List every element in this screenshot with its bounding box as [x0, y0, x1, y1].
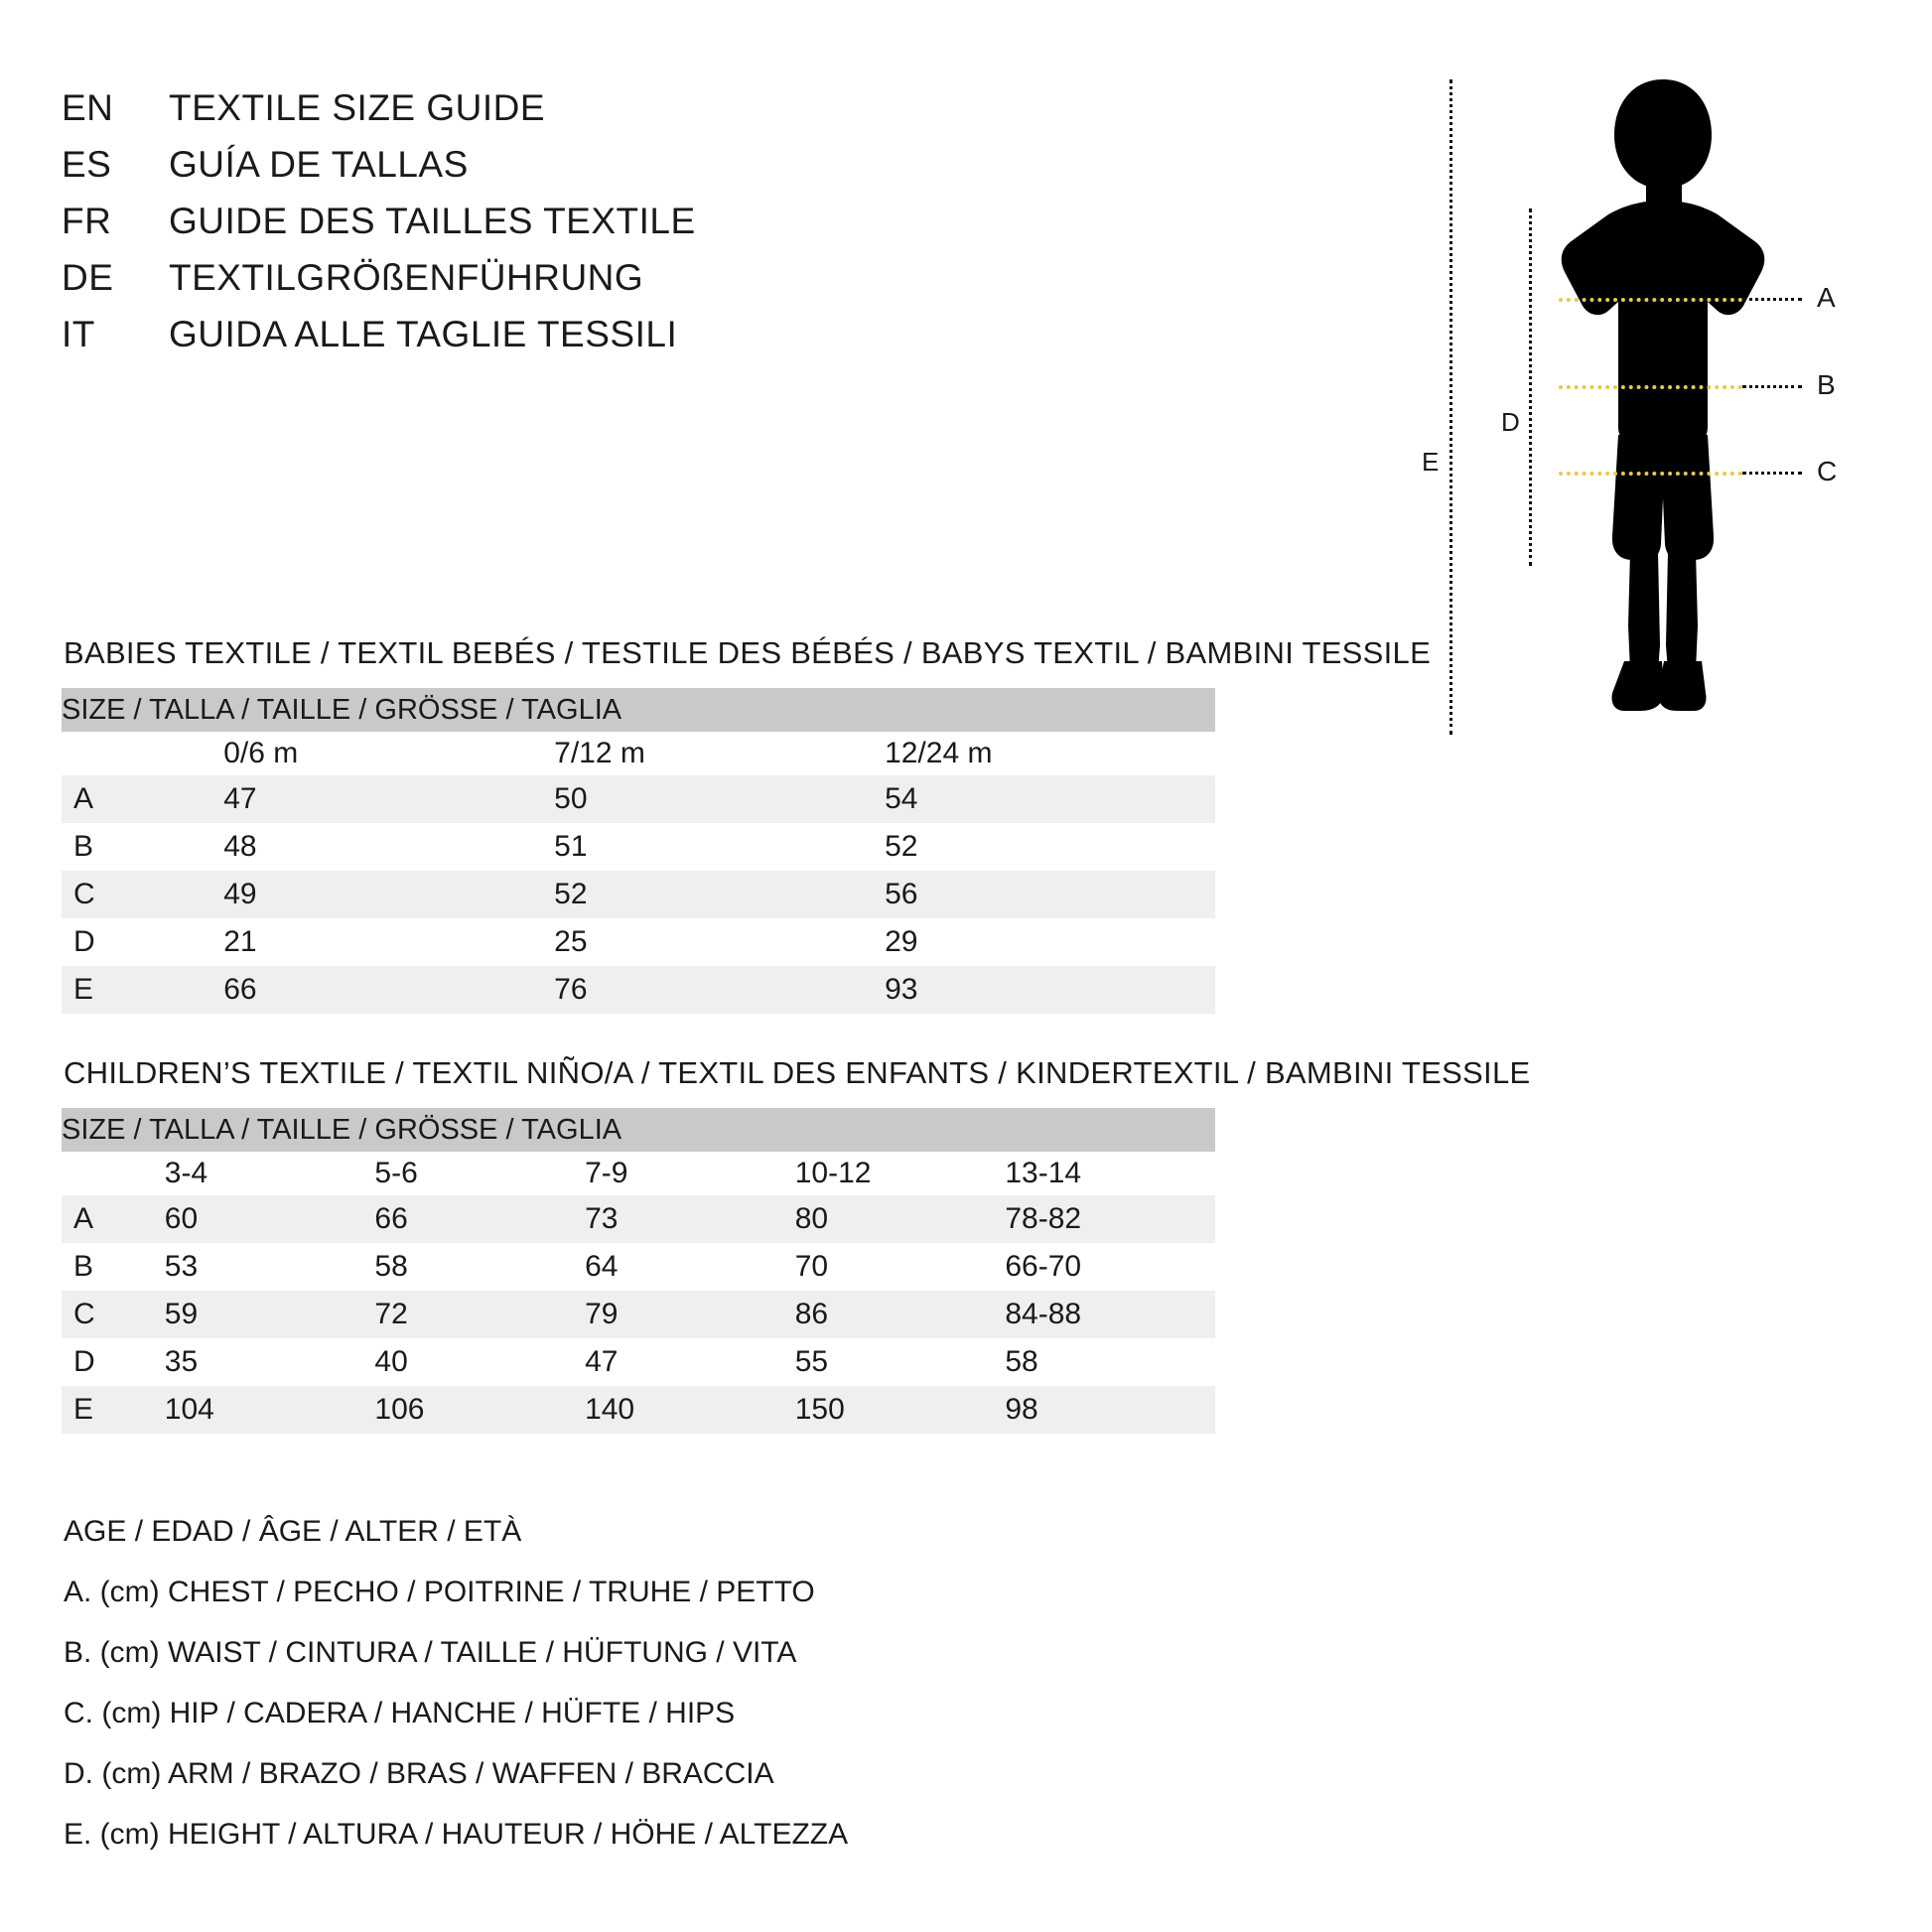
children-cell-c-3: 86: [795, 1291, 1006, 1338]
table-row: [62, 918, 1215, 966]
legend-height: E. (cm) HEIGHT / ALTURA / HAUTEUR / HÖHE / ALTEZZA: [64, 1818, 849, 1851]
children-cell-a-3: 80: [795, 1195, 1006, 1243]
language-row-de: [62, 257, 1104, 314]
children-col-corner: [62, 1152, 165, 1195]
babies-cell-b-2: 52: [885, 823, 1215, 871]
babies-column-header-row: [62, 732, 1215, 775]
figure-label-e: E: [1422, 447, 1440, 477]
language-code-de: DE: [62, 257, 114, 298]
babies-row-label-e: E: [62, 966, 223, 1014]
children-cell-d-1: 40: [374, 1338, 585, 1386]
babies-cell-e-0: 66: [223, 966, 554, 1014]
language-row-es: [62, 144, 1104, 201]
babies-row-label-a: A: [62, 775, 223, 823]
children-section-title: CHILDREN’S TEXTILE / TEXTIL NIÑO/A / TEXTIL DES ENFANTS / KINDERTEXTIL / BAMBINI TESSILE: [64, 1055, 1531, 1090]
waist-marker-leader: [1742, 385, 1802, 388]
babies-col-corner: [62, 732, 223, 775]
table-row: [62, 1291, 1215, 1338]
language-title-it: GUIDA ALLE TAGLIE TESSILI: [169, 314, 678, 354]
children-row-label-b: B: [62, 1243, 165, 1291]
language-code-fr: FR: [62, 201, 112, 241]
children-row-label-d: D: [62, 1338, 165, 1386]
babies-section-title: BABIES TEXTILE / TEXTIL BEBÉS / TESTILE DES BÉBÉS / BABYS TEXTIL / BAMBINI TESSILE: [64, 635, 1432, 670]
babies-row-label-d: D: [62, 918, 223, 966]
children-row-label-c: C: [62, 1291, 165, 1338]
table-row: [62, 1338, 1215, 1386]
children-column-4: 13-14: [1005, 1152, 1215, 1195]
children-size-table: [62, 1108, 1215, 1434]
measurement-figure: [1420, 69, 1886, 755]
children-cell-c-0: 59: [165, 1291, 375, 1338]
babies-cell-c-2: 56: [885, 871, 1215, 918]
babies-cell-c-1: 52: [554, 871, 885, 918]
children-cell-d-2: 47: [585, 1338, 795, 1386]
language-title-de: TEXTILGRÖßENFÜHRUNG: [169, 257, 644, 298]
children-column-0: 3-4: [165, 1152, 375, 1195]
babies-table-header: SIZE / TALLA / TAILLE / GRÖSSE / TAGLIA: [62, 688, 1215, 732]
babies-column-1: 7/12 m: [554, 732, 885, 775]
babies-cell-e-2: 93: [885, 966, 1215, 1014]
children-cell-c-4: 84-88: [1005, 1291, 1215, 1338]
language-row-it: [62, 314, 1104, 370]
children-cell-a-2: 73: [585, 1195, 795, 1243]
children-cell-b-4: 66-70: [1005, 1243, 1215, 1291]
children-column-3: 10-12: [795, 1152, 1006, 1195]
babies-column-2: 12/24 m: [885, 732, 1215, 775]
children-cell-a-4: 78-82: [1005, 1195, 1215, 1243]
children-row-label-a: A: [62, 1195, 165, 1243]
waist-measure-marker: [1559, 385, 1742, 389]
height-guide-line: [1449, 79, 1452, 735]
legend-chest: A. (cm) CHEST / PECHO / POITRINE / TRUHE / PETTO: [64, 1576, 815, 1608]
babies-cell-a-0: 47: [223, 775, 554, 823]
language-code-it: IT: [62, 314, 95, 354]
language-title-fr: GUIDE DES TAILLES TEXTILE: [169, 201, 696, 241]
children-column-1: 5-6: [374, 1152, 585, 1195]
language-row-fr: [62, 201, 1104, 257]
hip-measure-marker: [1559, 472, 1742, 476]
babies-cell-b-1: 51: [554, 823, 885, 871]
legend-age: AGE / EDAD / ÂGE / ALTER / ETÀ: [64, 1515, 522, 1548]
children-cell-e-1: 106: [374, 1386, 585, 1434]
children-table-header: SIZE / TALLA / TAILLE / GRÖSSE / TAGLIA: [62, 1108, 1215, 1152]
language-title-block: [62, 87, 1104, 370]
children-row-label-e: E: [62, 1386, 165, 1434]
table-row: [62, 966, 1215, 1014]
children-cell-e-2: 140: [585, 1386, 795, 1434]
babies-cell-d-2: 29: [885, 918, 1215, 966]
table-row: [62, 1195, 1215, 1243]
figure-label-d: D: [1501, 407, 1520, 437]
children-cell-b-2: 64: [585, 1243, 795, 1291]
language-title-en: TEXTILE SIZE GUIDE: [169, 87, 546, 128]
figure-label-a: A: [1817, 282, 1836, 313]
babies-cell-c-0: 49: [223, 871, 554, 918]
children-cell-a-1: 66: [374, 1195, 585, 1243]
children-table-header-row: [62, 1108, 1215, 1152]
children-cell-d-0: 35: [165, 1338, 375, 1386]
children-cell-d-3: 55: [795, 1338, 1006, 1386]
babies-row-label-c: C: [62, 871, 223, 918]
children-cell-b-0: 53: [165, 1243, 375, 1291]
babies-cell-b-0: 48: [223, 823, 554, 871]
children-cell-c-1: 72: [374, 1291, 585, 1338]
babies-cell-a-2: 54: [885, 775, 1215, 823]
arm-guide-line: [1529, 208, 1532, 566]
children-cell-d-4: 58: [1005, 1338, 1215, 1386]
table-row: [62, 1243, 1215, 1291]
children-cell-b-3: 70: [795, 1243, 1006, 1291]
children-cell-a-0: 60: [165, 1195, 375, 1243]
table-row: [62, 1386, 1215, 1434]
language-code-es: ES: [62, 144, 112, 185]
babies-table-header-row: [62, 688, 1215, 732]
table-row: [62, 823, 1215, 871]
children-cell-b-1: 58: [374, 1243, 585, 1291]
children-column-header-row: [62, 1152, 1215, 1195]
children-cell-e-3: 150: [795, 1386, 1006, 1434]
language-title-es: GUÍA DE TALLAS: [169, 144, 469, 185]
children-column-2: 7-9: [585, 1152, 795, 1195]
babies-cell-d-0: 21: [223, 918, 554, 966]
legend-hip: C. (cm) HIP / CADERA / HANCHE / HÜFTE / HIPS: [64, 1697, 736, 1729]
figure-label-c: C: [1817, 456, 1838, 486]
babies-size-table: [62, 688, 1215, 1014]
babies-cell-d-1: 25: [554, 918, 885, 966]
table-row: [62, 775, 1215, 823]
child-silhouette-icon: [1539, 69, 1787, 745]
measurement-legend: [64, 1517, 1255, 1880]
chest-measure-marker: [1559, 298, 1742, 302]
children-cell-e-4: 98: [1005, 1386, 1215, 1434]
language-row-en: [62, 87, 1104, 144]
language-code-en: EN: [62, 87, 114, 128]
children-cell-e-0: 104: [165, 1386, 375, 1434]
figure-label-b: B: [1817, 369, 1836, 400]
hip-marker-leader: [1742, 472, 1802, 475]
legend-waist: B. (cm) WAIST / CINTURA / TAILLE / HÜFTUNG / VITA: [64, 1636, 797, 1669]
babies-cell-e-1: 76: [554, 966, 885, 1014]
babies-row-label-b: B: [62, 823, 223, 871]
children-cell-c-2: 79: [585, 1291, 795, 1338]
babies-column-0: 0/6 m: [223, 732, 554, 775]
chest-marker-leader: [1742, 298, 1802, 301]
babies-cell-a-1: 50: [554, 775, 885, 823]
legend-arm: D. (cm) ARM / BRAZO / BRAS / WAFFEN / BRACCIA: [64, 1757, 774, 1790]
table-row: [62, 871, 1215, 918]
